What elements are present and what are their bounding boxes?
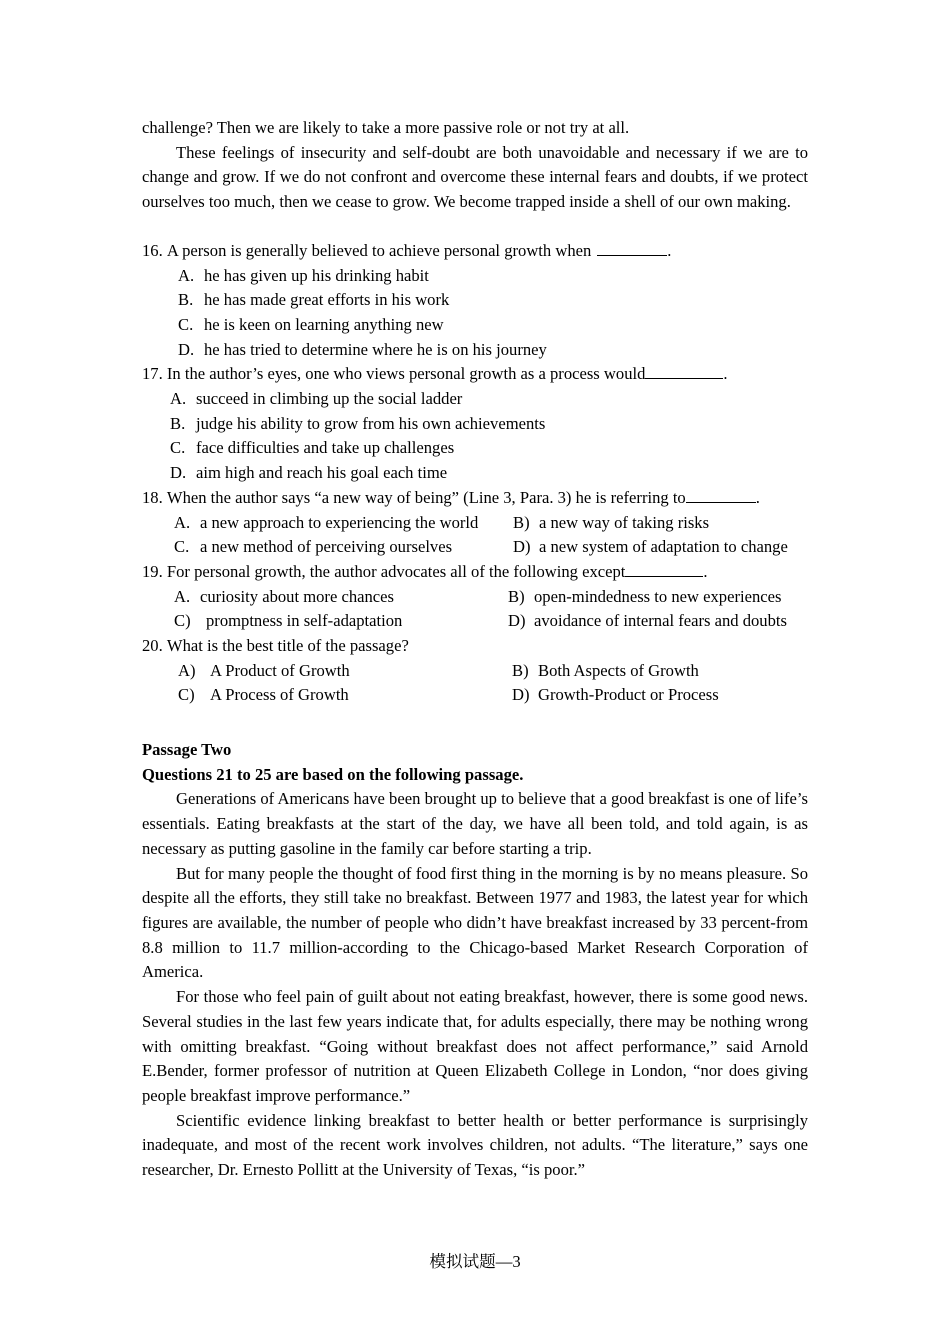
option-letter: A. xyxy=(178,265,195,285)
question-17-stem-end: . xyxy=(723,364,728,384)
question-16-stem-end: . xyxy=(667,240,672,260)
spacer xyxy=(142,708,808,738)
option-text: judge his ability to grow from his own achievements xyxy=(196,413,546,433)
option-text: A Product of Growth xyxy=(210,660,350,680)
option-letter: D) xyxy=(512,685,530,705)
option-text: a new way of taking risks xyxy=(539,512,710,532)
question-18-option-c[interactable] xyxy=(174,535,452,560)
option-text: he is keen on learning anything new xyxy=(204,314,444,334)
option-text: curiosity about more chances xyxy=(200,586,394,606)
question-20-option-b[interactable] xyxy=(512,659,699,684)
option-letter: C) xyxy=(178,685,195,705)
option-text: a new approach to experiencing the world xyxy=(200,512,479,532)
option-letter: B) xyxy=(508,586,525,606)
question-19-option-a[interactable] xyxy=(174,585,394,610)
question-20-stem xyxy=(142,634,808,659)
option-text: succeed in climbing up the social ladder xyxy=(196,389,463,409)
question-19-stem-end: . xyxy=(703,561,708,581)
passage-two-para-1: Generations of Americans have been brought up to believe that a good breakfast is one of life’s essentials. Eating breakfasts at the start of the day, we have all been told, and told again, is as necessary as putting gasoline in the family car before starting a trip. xyxy=(142,789,808,858)
question-20-number: 20. xyxy=(142,636,163,655)
option-text: Both Aspects of Growth xyxy=(538,660,699,680)
option-text: A Process of Growth xyxy=(210,685,349,705)
question-18-blank[interactable] xyxy=(686,502,756,503)
question-17-stem-text: In the author’s eyes, one who views personal growth as a process would xyxy=(166,364,646,384)
option-text: promptness in self-adaptation xyxy=(206,611,403,631)
question-19-option-row-2 xyxy=(142,609,808,634)
question-19-blank[interactable] xyxy=(625,576,703,577)
option-letter: D. xyxy=(170,463,187,483)
option-letter: C. xyxy=(174,537,190,557)
question-16-option-a[interactable] xyxy=(142,264,808,289)
option-text: Growth-Product or Process xyxy=(538,685,719,705)
option-letter: C. xyxy=(178,314,194,334)
option-letter: B) xyxy=(513,512,530,532)
page-content xyxy=(142,116,808,1183)
option-text: a new method of perceiving ourselves xyxy=(200,537,453,557)
question-16-option-c[interactable] xyxy=(142,313,808,338)
question-18-option-b[interactable] xyxy=(513,511,709,536)
question-17-stem xyxy=(142,362,808,387)
option-text: aim high and reach his goal each time xyxy=(196,463,448,483)
option-letter: B. xyxy=(170,413,186,433)
option-letter: D. xyxy=(178,339,195,359)
question-17-blank[interactable] xyxy=(645,378,723,379)
option-letter: A. xyxy=(170,389,187,409)
option-letter: D) xyxy=(508,611,526,631)
question-17-option-d[interactable] xyxy=(142,461,808,486)
option-text: he has given up his drinking habit xyxy=(204,265,429,285)
question-17-number: 17. xyxy=(142,364,163,384)
passage-two-para-4: Scientific evidence linking breakfast to better health or better performance is surprisingly inadequate, and most of the recent work involves children, not adults. “The literature,” says one researcher, Dr. Ernesto Pollitt at the University of Texas, “is poor.” xyxy=(142,1110,808,1180)
question-20-option-d[interactable] xyxy=(512,683,719,708)
option-text: avoidance of internal fears and doubts xyxy=(534,611,787,631)
option-letter: A. xyxy=(174,586,191,606)
question-20-option-row-2 xyxy=(142,683,808,708)
question-16-stem-text: A person is generally believed to achieve personal growth when xyxy=(166,240,592,260)
passage-two-title: Passage Two xyxy=(142,740,232,760)
option-text: face difficulties and take up challenges xyxy=(196,438,455,458)
question-18-stem xyxy=(142,486,808,511)
passage-one-tail-para-1: challenge? Then we are likely to take a more passive role or not try at all. xyxy=(142,118,630,137)
question-17-option-b[interactable] xyxy=(142,412,808,437)
option-letter: A. xyxy=(174,512,191,532)
question-19-option-b[interactable] xyxy=(508,585,781,610)
question-19-option-row-1 xyxy=(142,585,808,610)
option-letter: B) xyxy=(512,660,529,680)
option-text: a new system of adaptation to change xyxy=(539,537,788,557)
question-18-option-a[interactable] xyxy=(174,511,478,536)
question-16-option-d[interactable] xyxy=(142,338,808,363)
question-20-option-c[interactable] xyxy=(178,683,349,708)
question-20-option-row-1 xyxy=(142,659,808,684)
question-17-option-c[interactable] xyxy=(142,436,808,461)
question-16-number: 16. xyxy=(142,240,163,260)
option-letter: C. xyxy=(170,438,186,458)
question-17-option-a[interactable] xyxy=(142,387,808,412)
question-19-option-c[interactable] xyxy=(174,609,402,634)
question-19-stem xyxy=(142,560,808,585)
question-20-stem-text: What is the best title of the passage? xyxy=(166,636,409,655)
option-letter: D) xyxy=(513,537,531,557)
option-letter: C) xyxy=(174,611,191,631)
question-19-stem-text: For personal growth, the author advocates all of the following except xyxy=(166,561,626,581)
option-text: he has made great efforts in his work xyxy=(204,290,450,310)
question-19-number: 19. xyxy=(142,561,163,581)
spacer xyxy=(142,215,808,239)
question-18-number: 18. xyxy=(142,487,163,507)
question-20-option-a[interactable] xyxy=(178,659,350,684)
option-letter: A) xyxy=(178,660,196,680)
question-18-option-row-1 xyxy=(142,511,808,536)
passage-one-tail-para-2: These feelings of insecurity and self-doubt are both unavoidable and necessary if we are to change and grow. If we do not confront and overcome these internal fears and doubts, if we protect ourselves too much, then we cease to grow. We become trapped inside a shell of our own making. xyxy=(142,142,808,212)
option-text: open-mindedness to new experiences xyxy=(534,586,782,606)
passage-two-instruction: Questions 21 to 25 are based on the following passage. xyxy=(142,764,524,784)
question-16-stem xyxy=(142,239,808,264)
option-letter: B. xyxy=(178,290,194,310)
question-18-stem-text: When the author says “a new way of being” (Line 3, Para. 3) he is referring to xyxy=(166,487,686,507)
option-text: he has tried to determine where he is on his journey xyxy=(204,339,547,359)
page-footer: 模拟试题—3 xyxy=(429,1252,521,1271)
question-16-blank[interactable] xyxy=(597,255,667,256)
question-19-option-d[interactable] xyxy=(508,609,787,634)
question-18-option-row-2 xyxy=(142,535,808,560)
passage-two-para-2: But for many people the thought of food first thing in the morning is by no means pleasure. So despite all the efforts, they still take no breakfast. Between 1977 and 1983, the latest year for which figures are available, the number of people who didn’t have breakfast increased by 33 percent-from 8.8 million to 11.7 million-according to the Chicago-based Market Research Corporation of America. xyxy=(142,863,808,982)
question-18-option-d[interactable] xyxy=(513,535,788,560)
passage-two-para-3: For those who feel pain of guilt about not eating breakfast, however, there is some good news. Several studies in the last few years indicate that, for adults especially, there may be nothing wrong with omitting breakfast. “Going without breakfast does not affect performance,” said Arnold E.Bender, former professor of nutrition at Queen Elizabeth College in London, “nor does giving people breakfast improve performance.” xyxy=(142,987,808,1105)
question-18-stem-end: . xyxy=(755,487,760,507)
question-16-option-b[interactable] xyxy=(142,288,808,313)
